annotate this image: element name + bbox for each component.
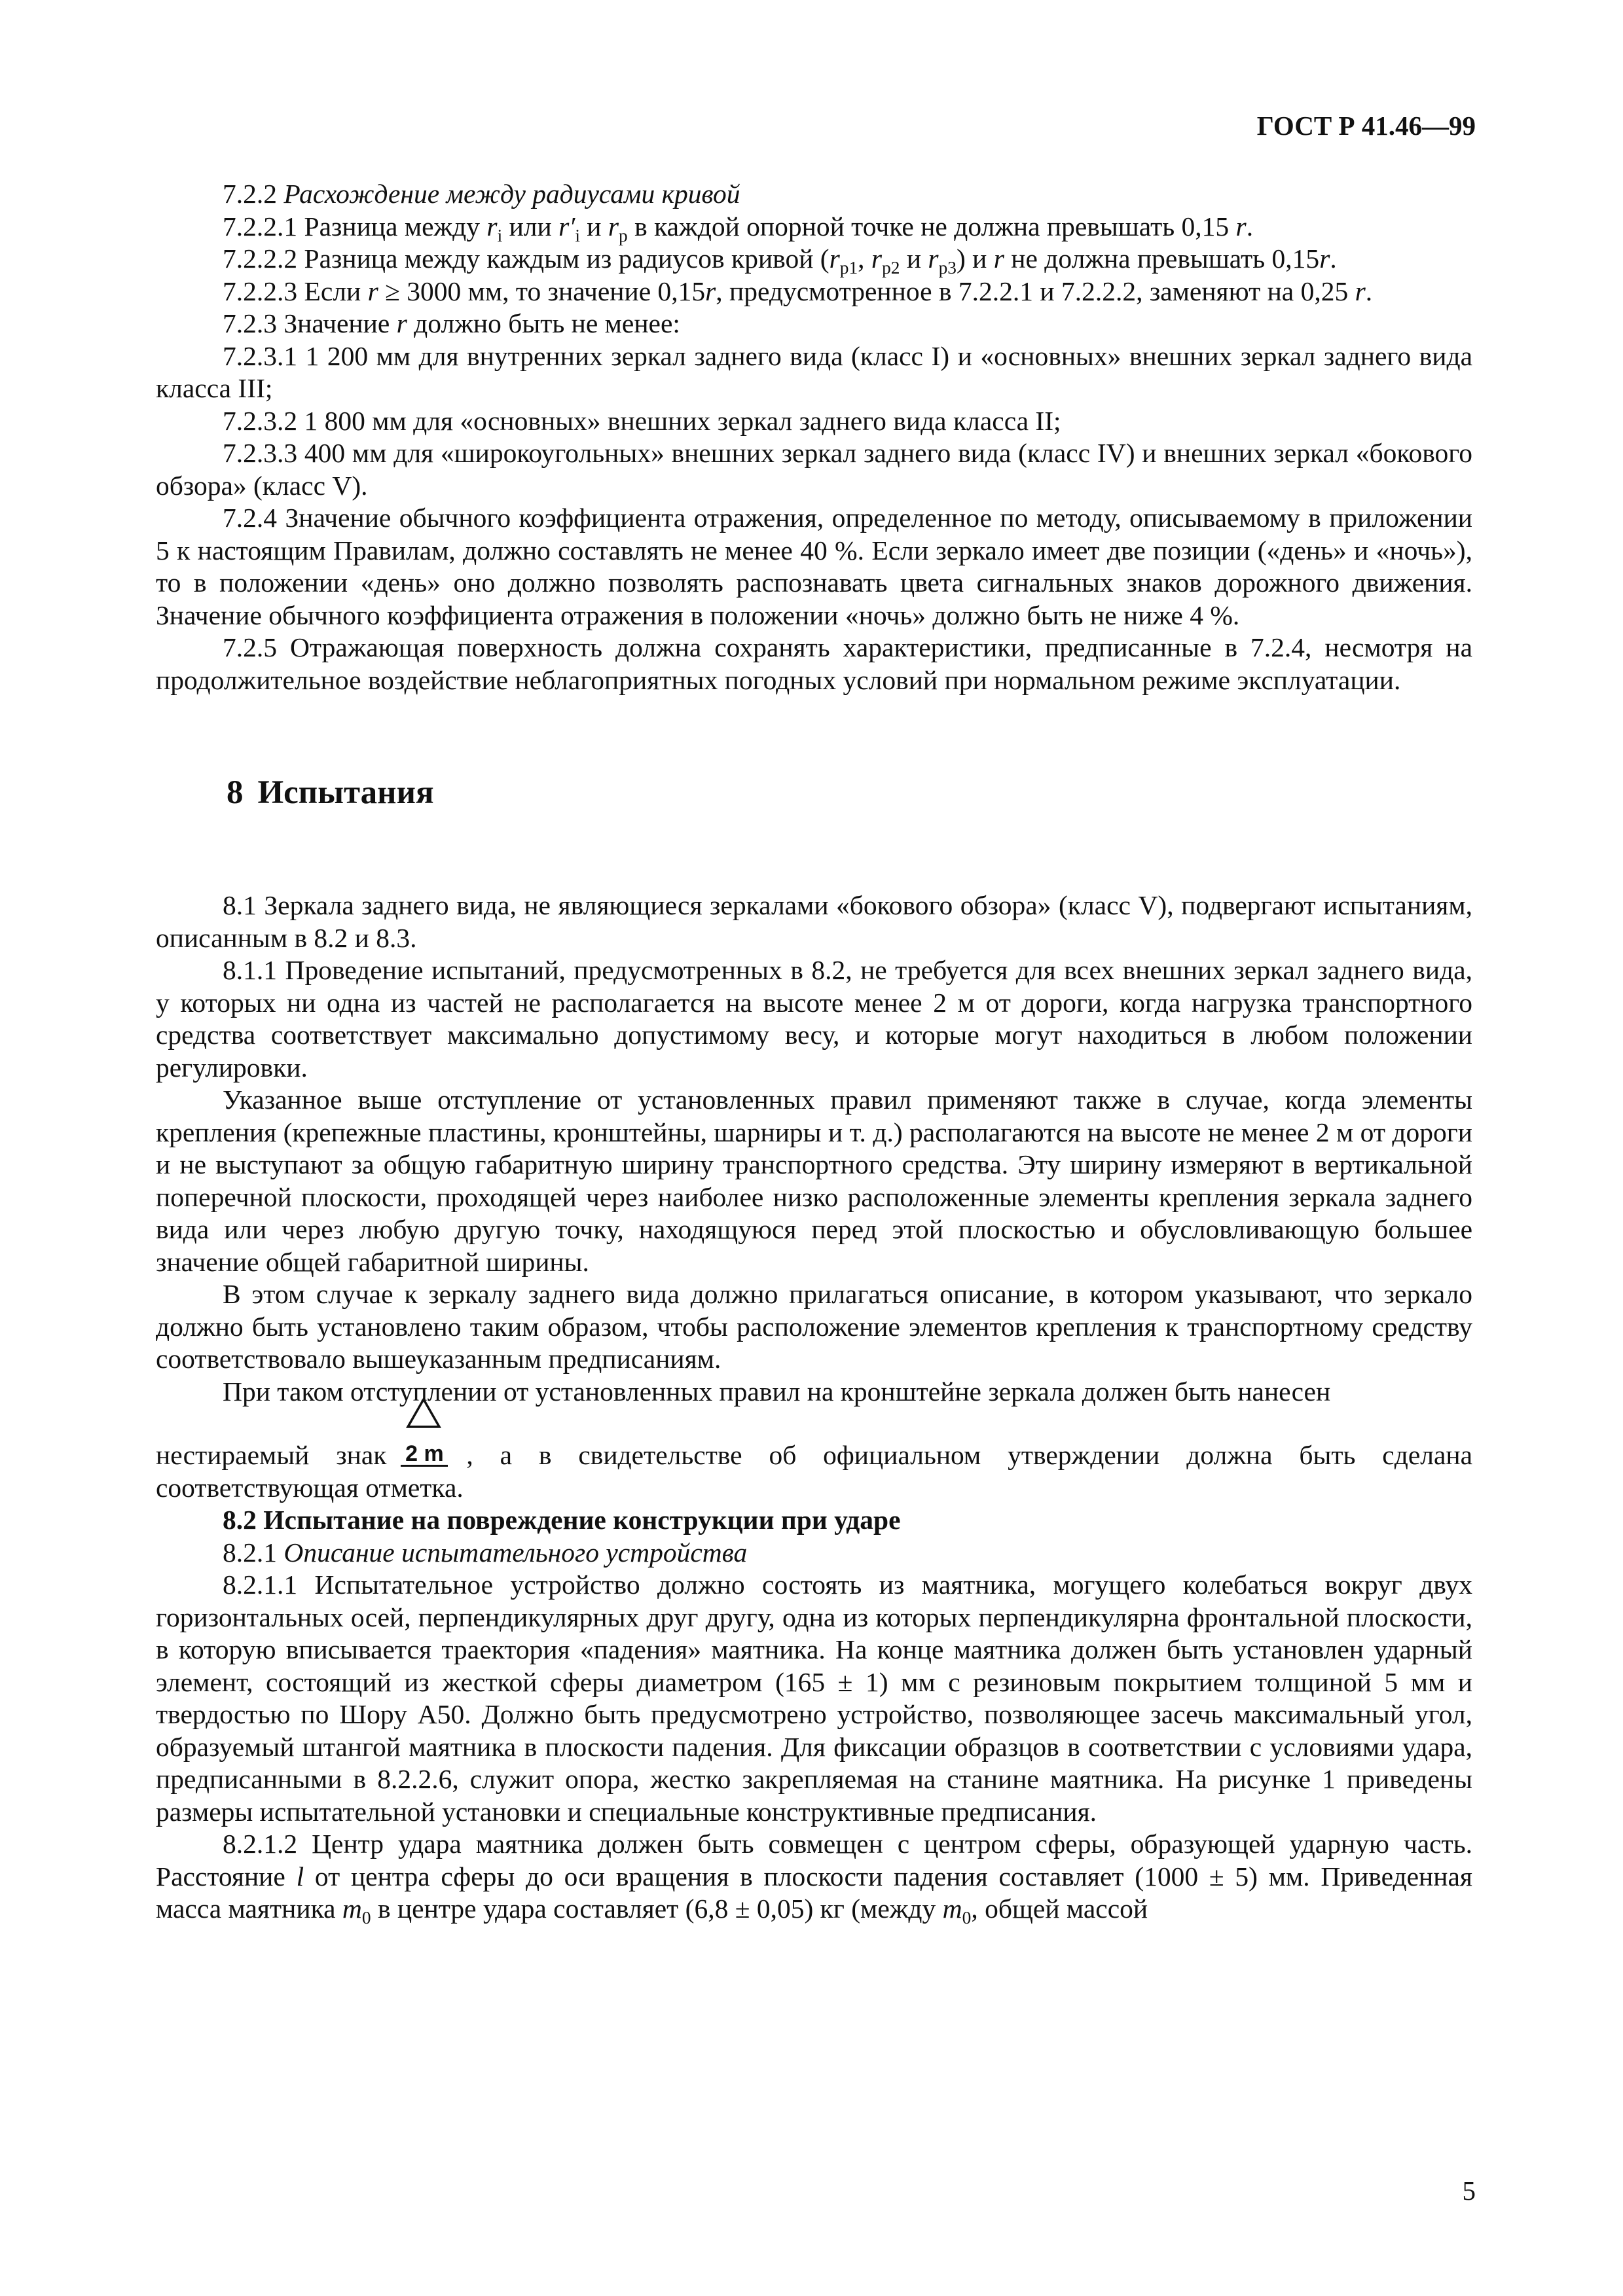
text-run: , предусмотренное в 7.2.2.1 и 7.2.2.2, заменяют на 0,25 bbox=[716, 276, 1355, 306]
subscript: p bbox=[619, 225, 628, 245]
subsection-title: Описание испытательного устройства bbox=[283, 1537, 748, 1568]
paragraph-8-1-1-b: Указанное выше отступление от установленных правил применяют также в случае, когда элементы крепления (крепежные пластины, кронштейны, шарниры и т. д.) располагаются на высоте не менее 2 м от дороги и не выступают за общую габаритную ширину транспортного средства. Эту ширину измеряют в вертикальной поперечной плоскости, проходящей через наиболее низко расположенные элементы крепления зеркала заднего вида или через любую другую точку, находящуюся перед этой плоскостью и обусловливающую большее значение общей габаритной ширины. bbox=[156, 1085, 1472, 1277]
document-code: ГОСТ Р 41.46—99 bbox=[1256, 111, 1476, 141]
paragraph-8-1: 8.1 Зеркала заднего вида, не являющиеся зеркалами «бокового обзора» (класс V), подвергают испытаниям, описанным в 8.2 и 8.3. bbox=[156, 890, 1472, 953]
paragraph-7-2-3 bbox=[156, 308, 1472, 340]
paragraph-8-1-1: 8.1.1 Проведение испытаний, предусмотренных в 8.2, не требуется для всех внешних зеркал заднего вида, у которых ни одна из частей не располагается на высоте менее 2 м от дороги, когда нагрузка транспортного средства соответствует максимально допустимому весу, и которые могут находиться в любом положении регулировки. bbox=[156, 955, 1472, 1083]
paragraph-7-2-3-3: 7.2.3.3 400 мм для «широкоугольных» внешних зеркал заднего вида (класс IV) и внешних зеркал «бокового обзора» (класс V). bbox=[156, 438, 1472, 501]
paragraph-7-2-4: 7.2.4 Значение обычного коэффициента отражения, определенное по методу, описываемому в приложении 5 к настоящим Правилам, должно составлять не менее 40 %. Если зеркало имеет две позиции («день» и «ночь»), то в положении «день» оно должно позволять распознавать цвета сигнальных знаков дорожного движения. Значение обычного коэффициента отражения в положении «ночь» должно быть не ниже 4 %. bbox=[156, 503, 1472, 630]
text-run: нестираемый знак bbox=[156, 1440, 387, 1470]
paragraph-8-1-1-d: При таком отступлении от установленных правил на кронштейне зеркала должен быть нанесен bbox=[223, 1376, 1331, 1407]
paragraph-7-2-2-1 bbox=[156, 211, 1472, 243]
symbol-r: r bbox=[928, 243, 939, 274]
symbol-m: m bbox=[942, 1893, 962, 1924]
subscript: p3 bbox=[938, 257, 957, 278]
text-run: должно быть не менее: bbox=[407, 308, 680, 338]
text-run: 8.2.1.2 Центр удара маятника должен быть совмещен с центром сферы, образующей ударную часть. Расстояние bbox=[156, 1829, 1472, 1892]
text-run: в центре удара составляет (6,8 ± 0,05) кг (между bbox=[371, 1893, 943, 1924]
mark-label: 2 m bbox=[401, 1443, 448, 1467]
text-run: 7.2.2.2 Разница между каждым из радиусов кривой ( bbox=[223, 243, 830, 274]
subscript: 0 bbox=[361, 1907, 371, 1928]
paragraph-8-2-1-2 bbox=[156, 1828, 1472, 1926]
symbol-r: r bbox=[367, 276, 378, 306]
symbol-l: l bbox=[296, 1861, 304, 1892]
symbol-r: r bbox=[1319, 243, 1330, 274]
paragraph-7-2-2-2 bbox=[156, 243, 1472, 276]
section-number: 8.2.1 bbox=[223, 1537, 277, 1568]
subscript: 0 bbox=[962, 1907, 972, 1928]
subsection-title: Расхождение между радиусами кривой bbox=[283, 179, 740, 209]
page-number: 5 bbox=[1462, 2176, 1476, 2206]
paragraph-8-2-1 bbox=[156, 1537, 1472, 1570]
symbol-r: r bbox=[993, 243, 1004, 274]
text-run: от центра сферы до оси вращения в плоскости падения составляет (1000 ± 5) мм. Приведенная масса маятника bbox=[156, 1861, 1472, 1924]
text-run: 7.2.3 Значение bbox=[223, 308, 397, 338]
indelible-mark bbox=[401, 1427, 448, 1467]
section-number: 7.2.2 bbox=[223, 179, 277, 209]
text-run: или bbox=[502, 211, 559, 242]
section-number: 8 bbox=[227, 774, 244, 811]
symbol-r: r bbox=[486, 211, 498, 242]
paragraph-7-2-5: 7.2.5 Отражающая поверхность должна сохранять характеристики, предписанные в 7.2.4, несмотря на продолжительное воздействие неблагоприятных погодных условий при нормальном режиме эксплуатации. bbox=[156, 632, 1472, 695]
text-run: , а в свидетельстве об официальном утверждении должна быть сделана соответствующая отметка. bbox=[156, 1440, 1472, 1503]
paragraph-8-1-1-e bbox=[156, 1427, 1472, 1504]
symbol-r: r bbox=[1235, 211, 1247, 242]
section-heading-8 bbox=[156, 773, 1472, 812]
symbol-m: m bbox=[342, 1893, 362, 1924]
subscript: i bbox=[575, 225, 580, 245]
text-run: не должна превышать 0,15 bbox=[1004, 243, 1320, 274]
punctuation: . bbox=[1365, 276, 1373, 306]
symbol-r: r bbox=[396, 308, 407, 338]
page-body bbox=[156, 178, 1472, 1926]
symbol-r: r bbox=[829, 243, 840, 274]
subscript: i bbox=[497, 225, 503, 245]
text-run: , общей массой bbox=[971, 1893, 1148, 1924]
text-run: и bbox=[579, 211, 608, 242]
prime: ′ bbox=[569, 211, 575, 242]
paragraph-7-2-2-3 bbox=[156, 276, 1472, 308]
text-run: 7.2.2.1 Разница между bbox=[223, 211, 487, 242]
symbol-r: r bbox=[608, 211, 619, 242]
text-run: и bbox=[900, 243, 928, 274]
paragraph-8-1-1-c: В этом случае к зеркалу заднего вида должно прилагаться описание, в котором указывают, что зеркало должно быть установлено таким образом, чтобы расположение элементов крепления к транспортному средству соответствовало вышеуказанным предписаниям. bbox=[156, 1279, 1472, 1374]
paragraph-7-2-3-2: 7.2.3.2 1 800 мм для «основных» внешних зеркал заднего вида класса II; bbox=[223, 405, 1061, 436]
symbol-r: r bbox=[1355, 276, 1366, 306]
triangle-icon bbox=[406, 1397, 441, 1429]
text-run: ≥ 3000 мм, то значение 0,15 bbox=[378, 276, 706, 306]
text-run: ) и bbox=[956, 243, 994, 274]
symbol-r: r bbox=[558, 211, 570, 242]
symbol-r: r bbox=[705, 276, 716, 306]
paragraph-7-2-2 bbox=[156, 178, 1472, 211]
paragraph-7-2-3-1: 7.2.3.1 1 200 мм для внутренних зеркал заднего вида (класс I) и «основных» внешних зеркал заднего вида класса III; bbox=[156, 340, 1472, 403]
section-title: Испытания bbox=[257, 774, 434, 811]
punctuation: , bbox=[858, 243, 871, 274]
symbol-r: r bbox=[871, 243, 883, 274]
text-run: в каждой опорной точке не должна превышать 0,15 bbox=[627, 211, 1236, 242]
paragraph-8-2-1-1: 8.2.1.1 Испытательное устройство должно состоять из маятника, могущего колебаться вокруг двух горизонтальных осей, перпендикулярных друг другу, одна из которых перпендикулярна фронтальной плоскости, в которую вписывается траектория «падения» маятника. На конце маятника должен быть установлен ударный элемент, состоящий из жесткой сферы диаметром (165 ± 1) мм с резиновым покрытием толщиной 5 мм и твердостью по Шору A50. Должно быть предусмотрено устройство, позволяющее засечь максимальный угол, образуемый штангой маятника в плоскости падения. Для фиксации образцов в соответствии с условиями удара, предписанными в 8.2.2.6, служит опора, жестко закрепляемая на станине маятника. На рисунке 1 приведены размеры испытательной установки и специальные конструктивные предписания. bbox=[156, 1570, 1472, 1827]
punctuation: . bbox=[1246, 211, 1254, 242]
punctuation: . bbox=[1330, 243, 1337, 274]
paragraph-8-2: 8.2 Испытание на повреждение конструкции при ударе bbox=[223, 1505, 901, 1535]
subscript: p2 bbox=[882, 257, 900, 278]
text-run: 7.2.2.3 Если bbox=[223, 276, 368, 306]
subscript: p1 bbox=[839, 257, 858, 278]
